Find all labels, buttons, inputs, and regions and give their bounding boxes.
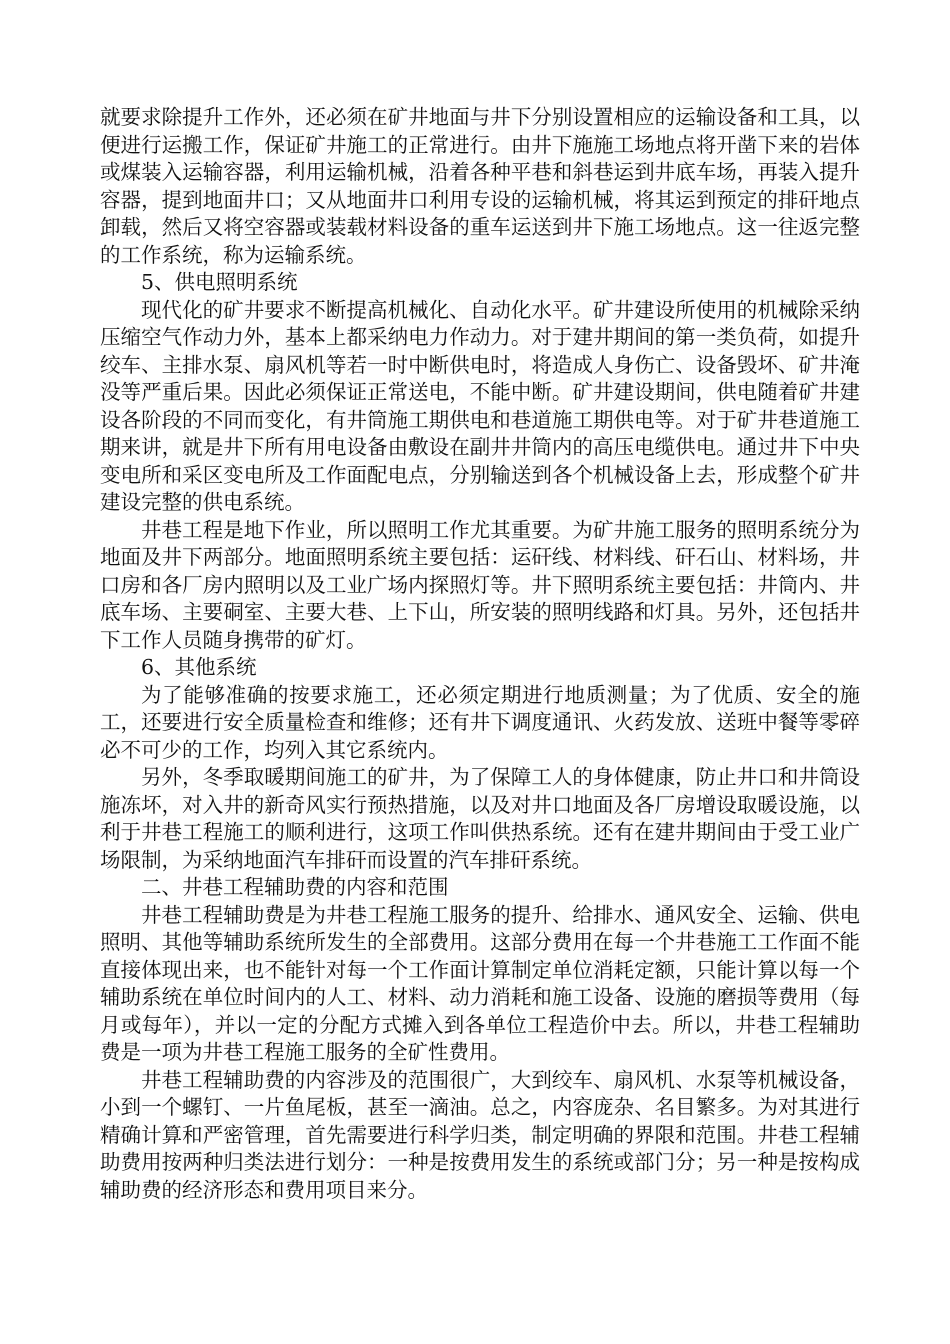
paragraph-lighting: 井巷工程是地下作业，所以照明工作尤其重要。为矿井施工服务的照明系统分为地面及井下两部分。地面照明系统主要包括：运矸线、材料线、矸石山、材料场，井口房和各厂房内照明以及工业广场内探照灯等。井下照明系统主要包括：井筒内、井底车场、主要硐室、主要大巷、上下山，所安装的照明线路和灯具。另外，还包括井下工作人员随身携带的矿灯。 [100,517,860,652]
paragraph-other-systems: 为了能够准确的按要求施工，还必须定期进行地质测量；为了优质、安全的施工，还要进行安全质量检查和维修；还有井下调度通讯、火药发放、送班中餐等零碎必不可少的工作，均列入其它系统内。 [100,682,860,762]
paragraph-auxiliary-cost-classification: 井巷工程辅助费的内容涉及的范围很广，大到绞车、扇风机、水泵等机械设备，小到一个螺钉、一片鱼尾板，甚至一滴油。总之，内容庞杂、名目繁多。为对其进行精确计算和严密管理，首先需要进行科学归类，制定明确的界限和范围。井巷工程辅助费用按两种归类法进行划分：一种是按费用发生的系统或部门分；另一种是按构成辅助费的经济形态和费用项目来分。 [100,1067,860,1202]
heading-other-systems: 6、其他系统 [141,655,257,679]
paragraph-transport-system: 就要求除提升工作外，还必须在矿井地面与井下分别设置相应的运输设备和工具，以便进行运搬工作，保证矿井施工的正常进行。由井下施施工场地点将开凿下来的岩体或煤装入运输容器，利用运输机械，沿着各种平巷和斜巷运到井底车场，再装入提升容器，提到地面井口；又从地面井口利用专设的运输机械，将其运到预定的排矸地点卸载，然后又将空容器或装载材料设备的重车运送到井下施工场地点。这一往返完整的工作系统，称为运输系统。 [100,105,860,267]
paragraph-heating-system: 另外，冬季取暖期间施工的矿井，为了保障工人的身体健康，防止井口和井筒设施冻坏，对入井的新奇风实行预热措施，以及对井口地面及各厂房增设取暖设施，以利于井巷工程施工的顺利进行，这项工作叫供热系统。还有在建井期间由于受工业广场限制，为采纳地面汽车排矸而设置的汽车排矸系统。 [100,765,860,872]
heading-power-lighting-system: 5、供电照明系统 [141,270,298,294]
heading-auxiliary-cost-scope: 二、井巷工程辅助费的内容和范围 [141,875,449,899]
document-page [100,104,860,1204]
paragraph-power-supply: 现代化的矿井要求不断提高机械化、自动化水平。矿井建设所使用的机械除采纳压缩空气作动力外，基本上都采纳电力作动力。对于建井期间的第一类负荷，如提升绞车、主排水泵、扇风机等若一时中断供电时，将造成人身伤亡、设备毁坏、矿井淹没等严重后果。因此必须保证正常送电，不能中断。矿井建设期间，供电随着矿井建设各阶段的不同而变化，有井筒施工期供电和巷道施工期供电等。对于矿井巷道施工期来讲，就是井下所有用电设备由敷设在副井井筒内的高压电缆供电。通过井下中央变电所和采区变电所及工作面配电点，分别输送到各个机械设备上去，形成整个矿井建设完整的供电系统。 [100,297,860,514]
paragraph-auxiliary-cost-definition: 井巷工程辅助费是为井巷工程施工服务的提升、给排水、通风安全、运输、供电照明、其他等辅助系统所发生的全部费用。这部分费用在每一个井巷施工工作面不能直接体现出来，也不能针对每一个工作面计算制定单位消耗定额，只能计算以每一个辅助系统在单位时间内的人工、材料、动力消耗和施工设备、设施的磨损等费用（每月或每年），并以一定的分配方式摊入到各单位工程造价中去。所以，井巷工程辅助费是一项为井巷工程施工服务的全矿性费用。 [100,902,860,1064]
